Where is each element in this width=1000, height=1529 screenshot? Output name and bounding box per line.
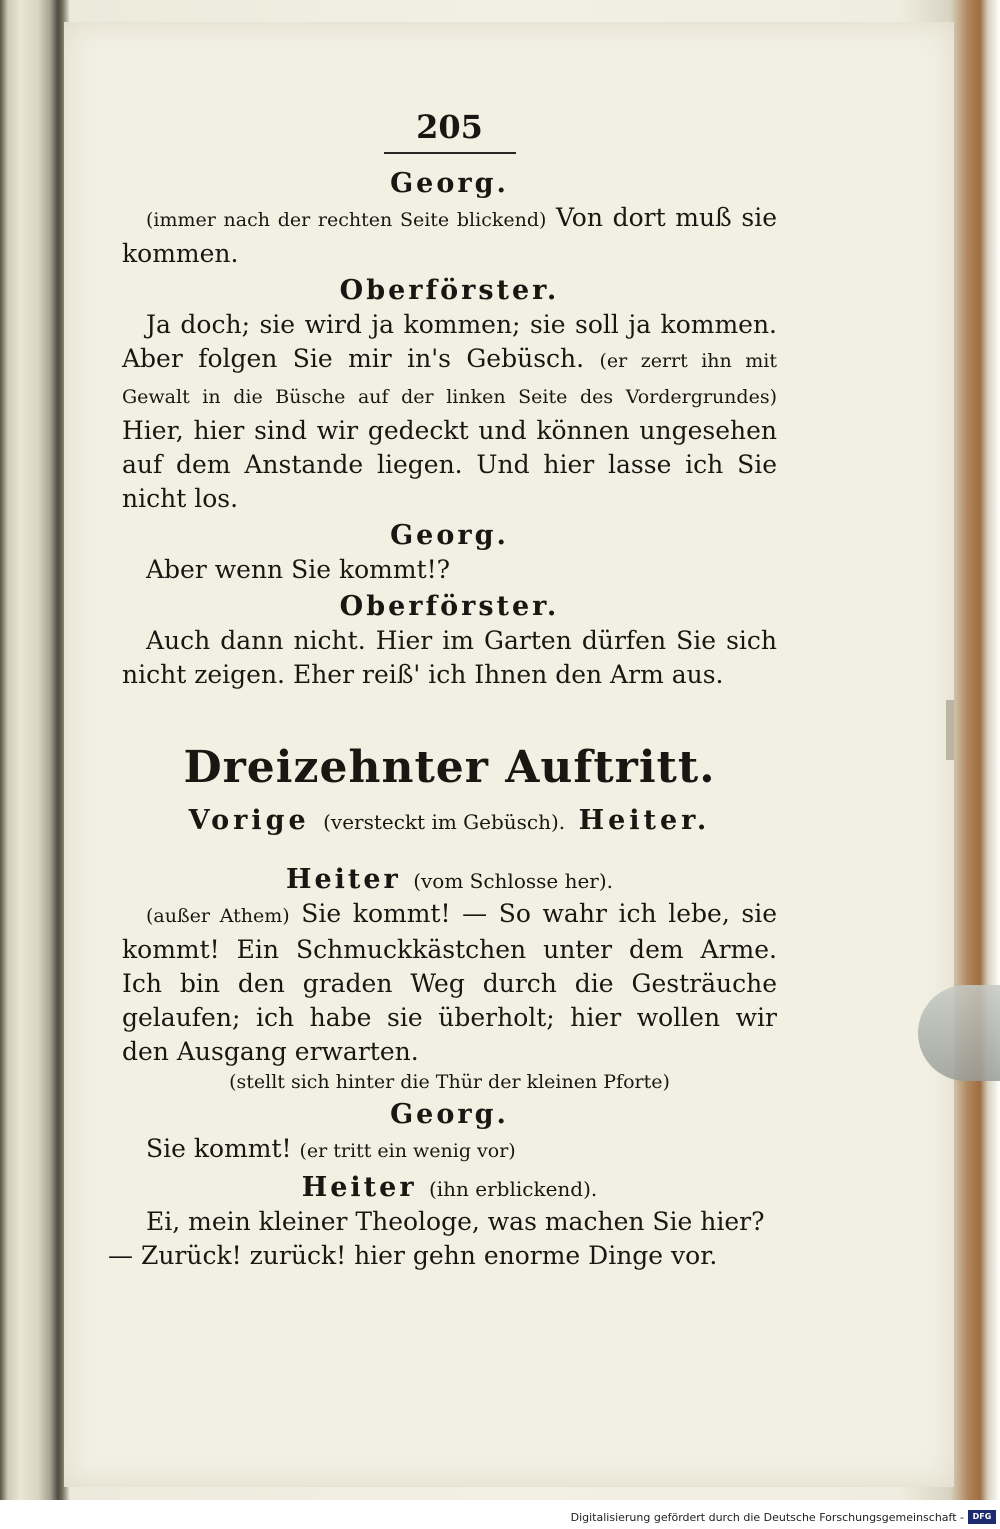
speaker-name: Heiter bbox=[301, 1172, 417, 1203]
speaker-heading: Oberförster. bbox=[339, 275, 560, 306]
cast-name: Heiter. bbox=[578, 805, 711, 836]
dialogue-text: Sie kommt! bbox=[146, 1134, 300, 1163]
dialogue-paragraph: Ei, mein kleiner Theologe, was machen Sie hier? bbox=[146, 1207, 765, 1236]
stage-direction: (immer nach der rechten Seite blickend) bbox=[146, 209, 547, 231]
speaker-heading: Georg. bbox=[390, 520, 509, 551]
stage-direction: (vom Schlosse her). bbox=[413, 869, 614, 893]
stage-direction: (ihn erblickend). bbox=[428, 1177, 598, 1201]
dialogue-paragraph bbox=[122, 308, 777, 516]
stage-direction: (er zerrt ihn mit Gewalt in die Büsche auf der linken Seite des Vordergrundes) bbox=[122, 350, 777, 408]
speaker-name: Heiter bbox=[285, 864, 401, 895]
dialogue-paragraph: Auch dann nicht. Hier im Garten dürfen Sie sich nicht zeigen. Eher reiß' ich Ihnen den Arm aus. bbox=[122, 626, 777, 689]
stage-direction: (er tritt ein wenig vor) bbox=[299, 1140, 516, 1162]
cast-list bbox=[122, 805, 777, 836]
speaker-heading: Oberförster. bbox=[339, 591, 560, 622]
speaker-heading: Georg. bbox=[390, 168, 509, 199]
dfg-logo: DFG bbox=[968, 1510, 996, 1524]
page-edge-mark bbox=[946, 700, 954, 760]
page-number: 205 bbox=[416, 108, 483, 146]
speaker-heading: Georg. bbox=[390, 1099, 509, 1130]
page-text bbox=[108, 108, 777, 1273]
dialogue-paragraph: Aber wenn Sie kommt!? bbox=[146, 555, 451, 584]
dialogue-text: Sie kommt! — So wahr ich lebe, sie kommt! Ein Schmuckkästchen unter dem Arme. Ich bin den graden Weg durch die Gesträuche gelaufen; ich habe sie überholt; hier wollen wir den Ausgang erwarten. bbox=[122, 899, 777, 1066]
dialogue-text: Von dort muß sie kommen. bbox=[122, 203, 777, 268]
stage-direction-line: (stellt sich hinter die Thür der kleinen Pforte) bbox=[229, 1071, 670, 1093]
dialogue-text: Ja doch; sie wird ja kommen; sie soll ja kommen. Aber folgen Sie mir in's Gebüsch. bbox=[122, 310, 777, 373]
footer-text: Digitalisierung gefördert durch die Deutsche Forschungsgemeinschaft - bbox=[570, 1511, 964, 1524]
cast-name: Vorige bbox=[188, 805, 310, 836]
stage-direction: (außer Athem) bbox=[146, 905, 290, 927]
speaker-heading bbox=[122, 1172, 777, 1203]
scene-title: Dreizehnter Auftritt. bbox=[183, 742, 716, 793]
dialogue-paragraph bbox=[122, 201, 777, 271]
footer bbox=[0, 1506, 1000, 1529]
dialogue-paragraph: — Zurück! zurück! hier gehn enorme Dinge vor. bbox=[108, 1241, 718, 1270]
dialogue-paragraph bbox=[122, 897, 777, 1069]
dialogue-text: Hier, hier sind wir gedeckt und können ungesehen auf dem Anstande liegen. Und hier lasse ich Sie nicht los. bbox=[122, 416, 777, 513]
speaker-heading bbox=[122, 864, 777, 895]
stage-direction: (versteckt im Gebüsch). bbox=[323, 810, 566, 834]
header-rule bbox=[384, 152, 516, 154]
dialogue-paragraph bbox=[122, 1132, 777, 1168]
